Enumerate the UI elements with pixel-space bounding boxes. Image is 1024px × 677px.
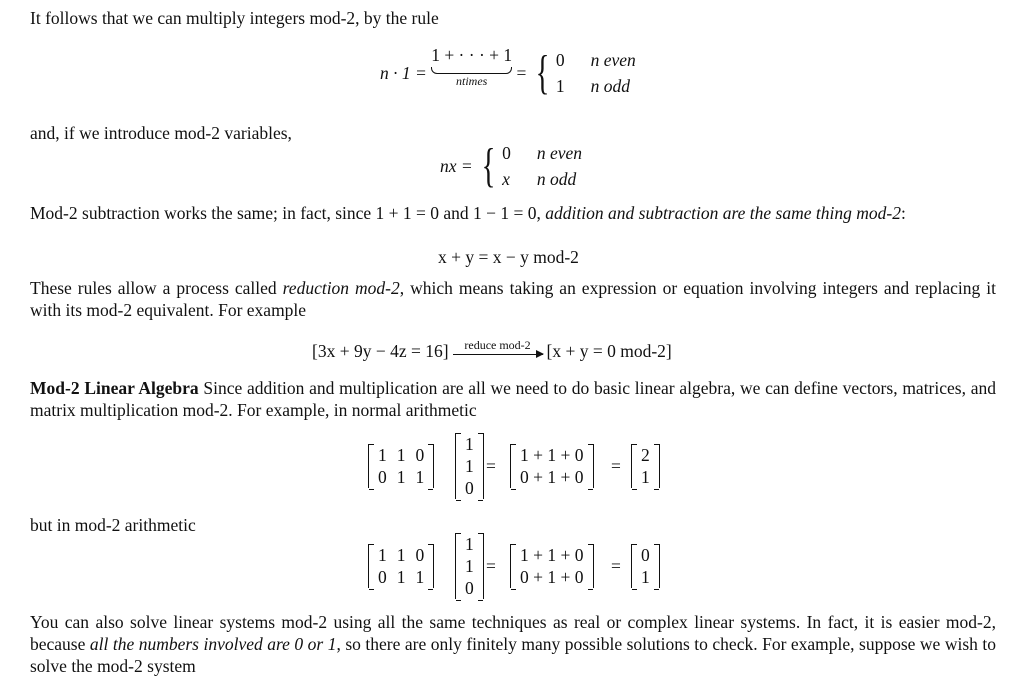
matrix-entry: 1 <box>465 434 474 454</box>
eq1-equals: = <box>512 62 531 83</box>
matrix-product-sums <box>510 544 594 588</box>
emphasis: all the numbers involved are 0 or 1 <box>89 634 337 654</box>
case-condition: n odd <box>536 169 577 189</box>
equals-sign: = <box>611 556 621 576</box>
matrix-entry: 1 + 1 + 0 <box>520 545 584 565</box>
case-value: 0 <box>502 143 511 163</box>
eq1-lhs: n · 1 = <box>380 62 432 83</box>
equals-sign: = <box>611 456 621 476</box>
matrix-product-sums <box>510 444 594 488</box>
equation-reduce <box>312 340 672 362</box>
reduce-arrow <box>453 338 543 353</box>
text: , so there are only finitely many possible solutions to check. For example, suppose we wish to solve the mod-2 system <box>30 634 996 676</box>
text: Mod-2 subtraction works the same; in fact, since 1 + 1 = 0 and 1 − 1 = 0, <box>30 203 546 223</box>
vector-result <box>631 544 660 588</box>
matrix-entry: 1 <box>378 545 387 565</box>
matrix-entry: 0 <box>415 545 425 565</box>
matrix-entry: 0 <box>378 567 387 587</box>
matrix-entry: 1 <box>641 467 650 487</box>
matrix-entry: 1 <box>415 567 425 587</box>
section-heading: Mod-2 Linear Algebra <box>30 378 199 398</box>
matrix-entry: 0 <box>641 545 650 565</box>
matrix-entry: 1 <box>465 456 474 476</box>
eq2-cases: { 0 n even x n odd <box>481 139 583 192</box>
matrix-entry: 0 <box>465 578 474 598</box>
equation-add-sub: x + y = x − y mod-2 <box>438 247 579 267</box>
matrix-entry: 0 <box>415 445 425 465</box>
matrix-a <box>368 444 434 488</box>
case-value: 1 <box>555 75 565 96</box>
matrix-entry: 0 <box>465 478 474 498</box>
text: These rules allow a process called <box>30 278 283 298</box>
text: Since addition and multiplication are all we need to do basic linear algebra, we can define vectors, matrices, and matrix multiplication mod-2. For example, in normal arithmetic <box>30 378 996 420</box>
eq1-cases: { 0 n even 1 n odd <box>535 45 636 99</box>
matrix-entry: 1 <box>465 556 474 576</box>
matrix-entry: 1 <box>396 567 406 587</box>
matrix-entry: 1 <box>396 545 406 565</box>
case-condition: n even <box>536 143 583 163</box>
paragraph-solve-systems <box>30 611 996 677</box>
matrix-entry: 0 + 1 + 0 <box>520 467 584 487</box>
arrow-label: reduce mod-2 <box>464 338 531 353</box>
eq1-underbrace <box>431 44 512 88</box>
matrix-entry: 1 <box>465 534 474 554</box>
matrix-entry: 1 <box>396 445 406 465</box>
case-value: x <box>502 169 510 189</box>
eq1-terms: 1 + · · · + 1 <box>431 45 513 65</box>
emphasis: reduction mod-2 <box>282 278 400 298</box>
matrix-a <box>368 544 434 588</box>
paragraph-variables: and, if we introduce mod-2 variables, <box>30 123 292 143</box>
equation-n-times-one <box>380 44 636 99</box>
text: , which means taking an expression or equation involving integers and replacing it with its mod-2 equivalent. For example <box>30 278 996 320</box>
matrix-entry: 0 + 1 + 0 <box>520 567 584 587</box>
eq4-right: [x + y = 0 mod-2] <box>546 341 672 361</box>
paragraph-linear-algebra <box>30 377 996 421</box>
paragraph-subtraction <box>30 202 996 224</box>
text: : <box>900 203 906 223</box>
vector-v <box>455 533 484 599</box>
equals-sign: = <box>486 456 496 476</box>
case-value: 0 <box>555 49 565 70</box>
matrix-entry: 1 <box>378 445 387 465</box>
eq4-left: [3x + 9y − 4z = 16] <box>312 341 449 361</box>
vector-v <box>455 433 484 499</box>
matrix-entry: 2 <box>641 445 650 465</box>
text: You can also solve linear systems mod-2 using all the same techniques as real or complex linear systems. In fact, it is easier mod-2, because <box>30 612 996 654</box>
paragraph-intro: It follows that we can multiply integers mod-2, by the rule <box>30 8 439 28</box>
emphasis: addition and subtraction are the same thing mod-2 <box>545 203 901 223</box>
matrix-entry: 1 <box>415 467 425 487</box>
equals-sign: = <box>486 556 496 576</box>
matrix-entry: 1 <box>641 567 650 587</box>
vector-result <box>631 444 660 488</box>
matrix-entry: 1 <box>396 467 406 487</box>
paragraph-mod2-arith: but in mod-2 arithmetic <box>30 515 196 535</box>
eq2-lhs: nx = <box>440 156 478 176</box>
equation-nx <box>440 140 582 192</box>
matrix-entry: 1 + 1 + 0 <box>520 445 584 465</box>
matrix-entry: 0 <box>378 467 387 487</box>
case-condition: n odd <box>590 75 630 96</box>
eq1-under-label: ntimes <box>456 74 488 88</box>
case-condition: n even <box>590 49 636 70</box>
paragraph-reduction <box>30 277 996 321</box>
